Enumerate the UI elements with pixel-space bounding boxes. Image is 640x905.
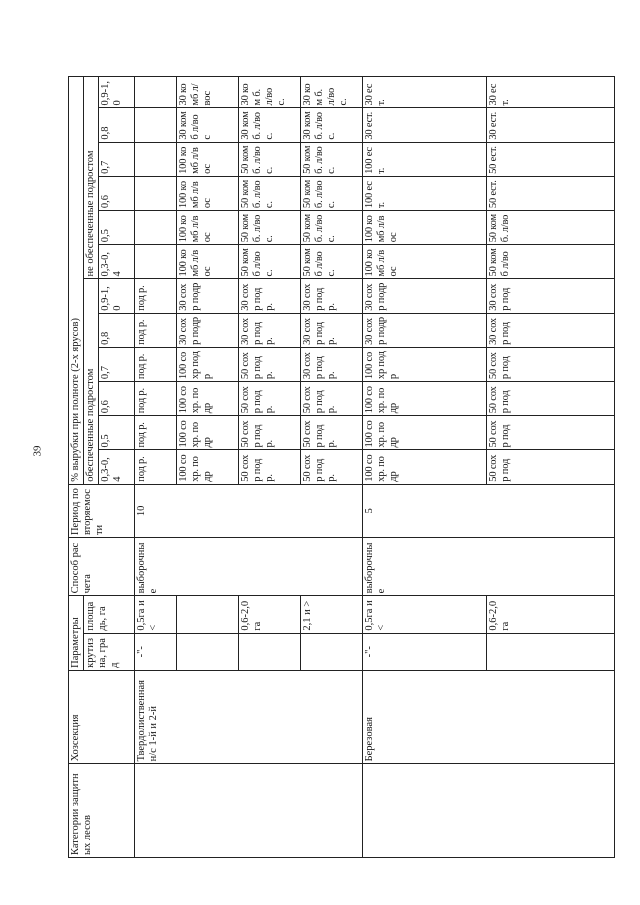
not-provided-cell [135, 245, 177, 279]
provided-cell: 50 сохр под [487, 450, 615, 484]
steepness-cell [239, 633, 301, 670]
steepness-cell: -"- [363, 633, 487, 670]
header-hozsection: Хозсекция [69, 670, 135, 764]
header-density: 0,3-0,4 [99, 450, 135, 484]
provided-cell: 100 сохр. подр [177, 416, 239, 450]
not-provided-cell: 30 комб л/вос [177, 77, 239, 108]
not-provided-cell: 30 ком б. л/во с. [239, 77, 301, 108]
provided-cell: под р. [135, 279, 177, 313]
cutting-table [68, 76, 615, 858]
table-row [363, 77, 487, 858]
provided-cell: 100 сохр. подр [363, 450, 487, 484]
not-provided-cell: 100 комб л/вос [177, 245, 239, 279]
hozsection-cell: Березовая [363, 670, 615, 764]
header-steepness: крутизна, град [84, 633, 135, 670]
header-density: 0,5 [99, 211, 135, 245]
provided-cell: 100 сохр подр [177, 347, 239, 381]
not-provided-cell: 100 комб л/вос [363, 211, 487, 245]
provided-cell: под р. [135, 382, 177, 416]
provided-cell: под р. [135, 450, 177, 484]
not-provided-cell: 30 ест. [487, 77, 615, 108]
not-provided-cell: 100 ест. [363, 142, 487, 176]
page-number: 39 [31, 445, 44, 457]
provided-cell: 50 сохр под р. [239, 450, 301, 484]
steepness-cell [301, 633, 363, 670]
provided-cell: 100 сохр. подр [177, 382, 239, 416]
not-provided-cell: 50 ком б. л/во с. [239, 142, 301, 176]
header-density: 0,8 [99, 108, 135, 142]
not-provided-cell [135, 142, 177, 176]
not-provided-cell: 100 комб л/вос [177, 211, 239, 245]
not-provided-cell: 100 комб л/вос [177, 176, 239, 210]
header-density: 0,9-1,0 [99, 279, 135, 313]
header-density: 0,6 [99, 382, 135, 416]
provided-cell: 50 сохр под р. [239, 382, 301, 416]
provided-cell: 50 сохр под [487, 382, 615, 416]
provided-cell: 30 сохр под р. [301, 279, 363, 313]
area-cell: 0,5га и< [135, 596, 177, 633]
provided-cell: 100 сохр. подр [363, 382, 487, 416]
not-provided-cell [135, 77, 177, 108]
not-provided-cell: 50 ком б. л/во с. [301, 176, 363, 210]
header-not-provided: не обеспеченные подростом [84, 77, 99, 279]
provided-cell: под р. [135, 313, 177, 347]
not-provided-cell: 50 комб л/во с. [239, 245, 301, 279]
provided-cell: 30 сохр под р. [301, 347, 363, 381]
header-density: 0,8 [99, 313, 135, 347]
not-provided-cell [135, 176, 177, 210]
header-method: Способ расчета [69, 538, 135, 596]
header-density: 0,6 [99, 176, 135, 210]
not-provided-cell: 100 ест. [363, 176, 487, 210]
header-provided: обеспеченные подростом [84, 279, 99, 484]
header-category: Категории защитных лесов [69, 764, 135, 858]
not-provided-cell: 50 комб л/во с. [301, 245, 363, 279]
provided-cell: 50 сохр под р. [301, 382, 363, 416]
area-cell: 2,1 и > [301, 596, 363, 633]
not-provided-cell [135, 211, 177, 245]
area-cell: 0,6-2,0га [487, 596, 615, 633]
method-cell: выборочные [135, 538, 363, 596]
not-provided-cell: 30 ест. [363, 77, 487, 108]
not-provided-cell: 30 ест. [363, 108, 487, 142]
provided-cell: 30 сохр под р. [301, 313, 363, 347]
area-cell: 0,5га и< [363, 596, 487, 633]
provided-cell: 50 сохр под [487, 416, 615, 450]
provided-cell: 30 сохр подр [363, 313, 487, 347]
not-provided-cell: 50 ком б. л/во с. [239, 211, 301, 245]
provided-cell: 30 сохр под [487, 279, 615, 313]
not-provided-cell [135, 108, 177, 142]
provided-cell: 30 сохр подр [177, 279, 239, 313]
provided-cell: 100 сохр. подр [363, 416, 487, 450]
provided-cell: 50 сохр под р. [239, 416, 301, 450]
not-provided-cell: 30 ест. [487, 108, 615, 142]
provided-cell: 100 сохр подр [363, 347, 487, 381]
provided-cell: 30 сохр подр [363, 279, 487, 313]
provided-cell: 100 сохр. подр [177, 450, 239, 484]
provided-cell: 50 сохр под р. [301, 416, 363, 450]
hozsection-cell: Твердолиственная н/с 1-й и 2-й [135, 670, 363, 764]
table-row [135, 77, 177, 858]
area-cell: 0,6-2,0га [239, 596, 301, 633]
period-cell: 10 [135, 484, 363, 537]
header-percent: % вырубки при полноте (2-х ярусов) [69, 77, 84, 485]
not-provided-cell: 50 ком б. л/во [487, 211, 615, 245]
not-provided-cell: 30 комб л/вос [177, 108, 239, 142]
provided-cell: под р. [135, 416, 177, 450]
provided-cell: 30 сохр подр [177, 313, 239, 347]
not-provided-cell: 100 комб л/вос [177, 142, 239, 176]
not-provided-cell: 50 ком б. л/во с. [239, 176, 301, 210]
header-density: 0,5 [99, 416, 135, 450]
header-density: 0,9-1,0 [99, 77, 135, 108]
provided-cell: 30 сохр под [487, 313, 615, 347]
not-provided-cell: 50 ест. [487, 176, 615, 210]
provided-cell: 50 сохр под р. [239, 347, 301, 381]
not-provided-cell: 50 комб л/во [487, 245, 615, 279]
provided-cell: под р. [135, 347, 177, 381]
not-provided-cell: 50 ест. [487, 142, 615, 176]
provided-cell: 30 сохр под р. [239, 279, 301, 313]
header-density: 0,7 [99, 142, 135, 176]
steepness-cell: -"- [135, 633, 177, 670]
method-cell: выборочные [363, 538, 615, 596]
not-provided-cell: 30 ком б. л/во с. [301, 77, 363, 108]
header-density: 0,7 [99, 347, 135, 381]
not-provided-cell: 30 ком б. л/во с. [301, 108, 363, 142]
not-provided-cell: 50 ком б. л/во с. [301, 211, 363, 245]
provided-cell: 30 сохр под р. [239, 313, 301, 347]
header-area: площадь, га [84, 596, 135, 633]
steepness-cell [177, 633, 239, 670]
area-cell [177, 596, 239, 633]
header-period: Период повторяемости [69, 484, 135, 537]
not-provided-cell: 30 ком б. л/во с. [239, 108, 301, 142]
rotated-page [68, 76, 576, 858]
not-provided-cell: 50 ком б. л/во с. [301, 142, 363, 176]
provided-cell: 50 сохр под р. [301, 450, 363, 484]
period-cell: 5 [363, 484, 615, 537]
header-params: Параметры [69, 596, 84, 670]
category-cell [135, 764, 363, 858]
category-cell [363, 764, 615, 858]
provided-cell: 50 сохр под [487, 347, 615, 381]
header-density: 0,3-0,4 [99, 245, 135, 279]
steepness-cell [487, 633, 615, 670]
not-provided-cell: 100 комб л/вос [363, 245, 487, 279]
